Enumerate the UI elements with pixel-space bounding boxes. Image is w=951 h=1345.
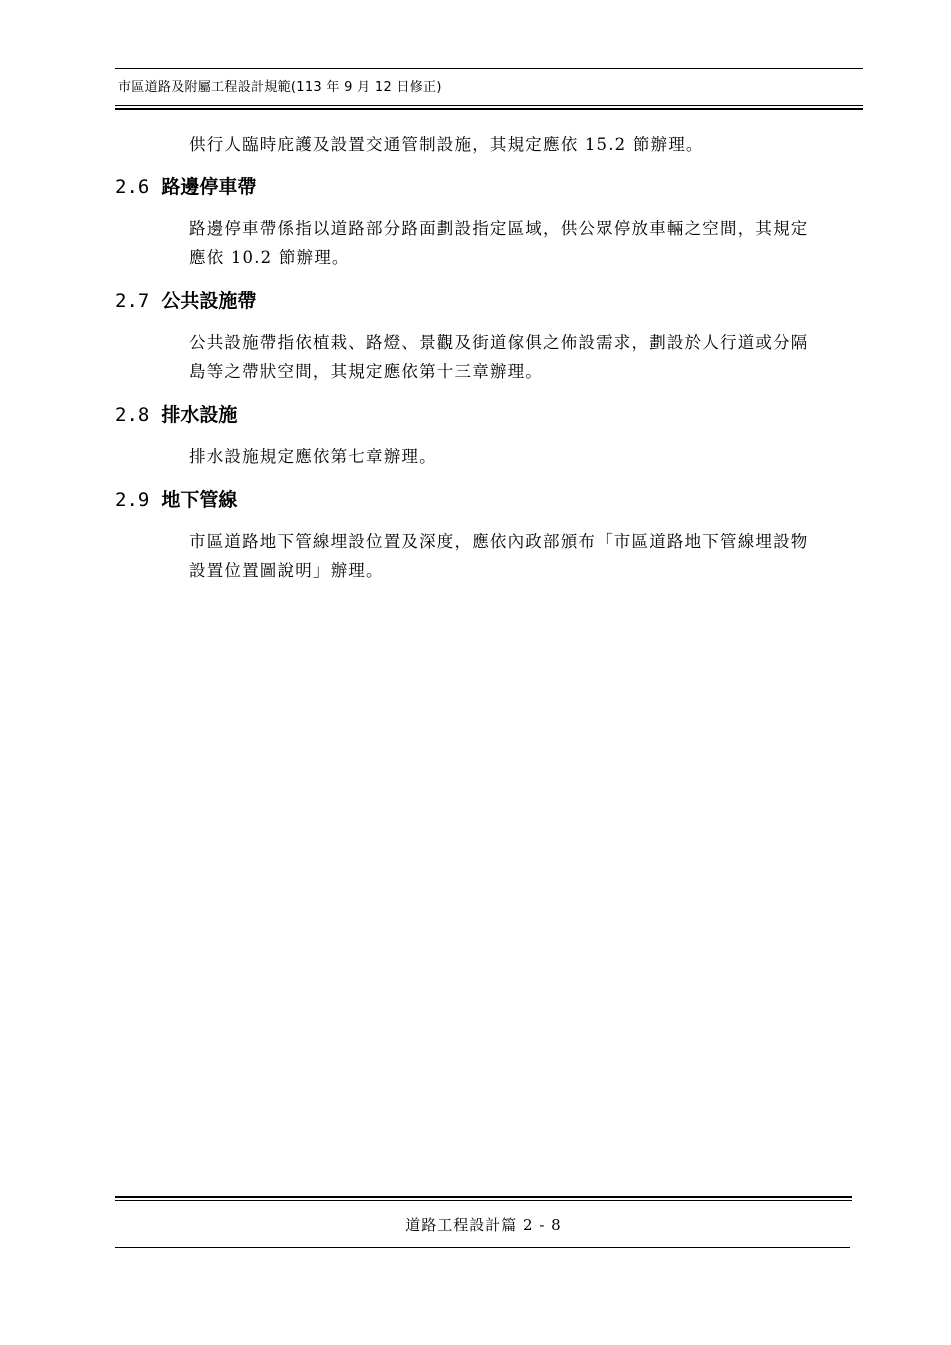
section-title: 公共設施帶 (161, 290, 257, 312)
page-number-label: 道路工程設計篇 2 - 8 (405, 1216, 562, 1234)
section-2-9-line-2: 設置位置圖說明」辦理。 (189, 561, 384, 580)
section-heading-2-8 (115, 402, 855, 428)
section-2-8-line-1: 排水設施規定應依第七章辦理。 (189, 447, 437, 466)
header-double-rule (115, 105, 863, 110)
page-footer (115, 1196, 852, 1248)
document-body (115, 130, 855, 585)
section-2-7-line-2: 島等之帶狀空間，其規定應依第十三章辦理。 (189, 362, 543, 381)
section-title: 路邊停車帶 (161, 176, 257, 198)
section-title: 地下管線 (161, 489, 238, 511)
section-heading-2-7 (115, 288, 855, 314)
section-heading-2-9 (115, 487, 855, 513)
section-number: 2.6 (115, 176, 150, 198)
intro-paragraph: 供行人臨時庇護及設置交通管制設施，其規定應依 15.2 節辦理。 (189, 135, 704, 154)
header-title: 市區道路及附屬工程設計規範(113 年 9 月 12 日修正) (118, 80, 442, 95)
section-title: 排水設施 (161, 404, 238, 426)
section-2-9-line-1: 市區道路地下管線埋設位置及深度，應依內政部頒布「市區道路地下管線埋設物 (189, 532, 809, 551)
section-heading-2-6 (115, 174, 855, 200)
page-header (115, 68, 863, 110)
section-2-7-line-1: 公共設施帶指依植栽、路燈、景觀及街道傢俱之佈設需求，劃設於人行道或分隔 (189, 333, 809, 352)
section-number: 2.7 (115, 290, 150, 312)
section-2-6-line-1: 路邊停車帶係指以道路部分路面劃設指定區域，供公眾停放車輛之空間，其規定 (189, 219, 809, 238)
footer-bottom-rule (115, 1247, 850, 1248)
section-number: 2.8 (115, 404, 150, 426)
section-number: 2.9 (115, 489, 150, 511)
section-2-6-line-2: 應依 10.2 節辦理。 (189, 248, 350, 267)
